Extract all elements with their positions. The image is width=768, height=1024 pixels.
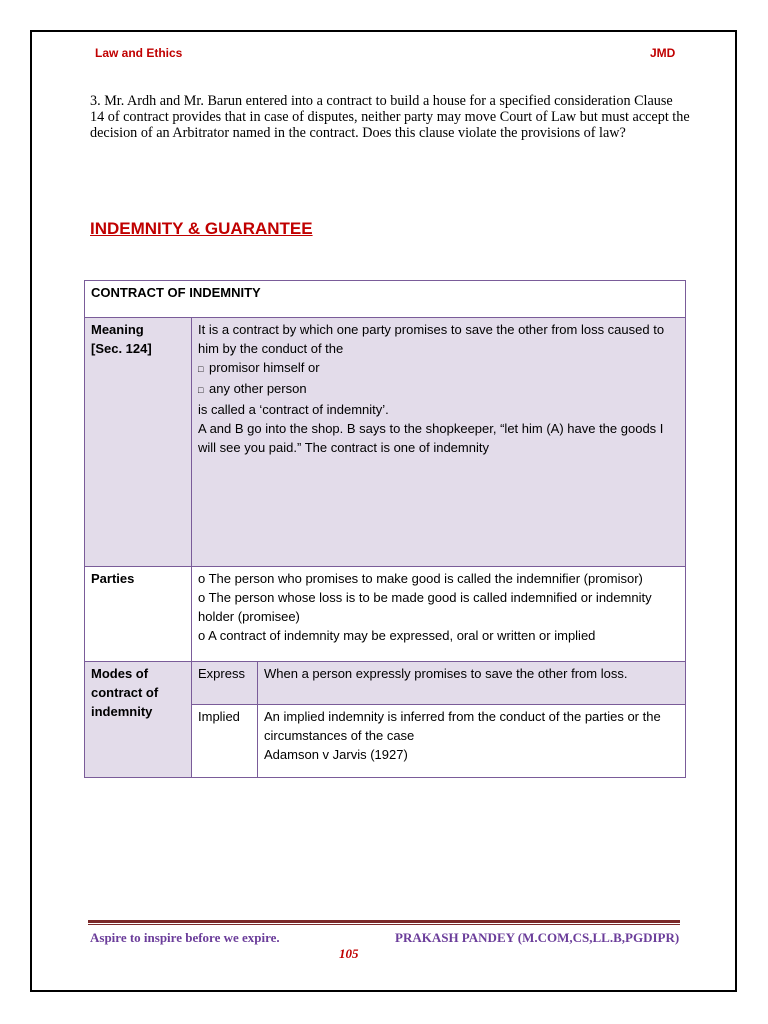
table-heading: CONTRACT OF INDEMNITY — [85, 281, 686, 318]
parties-label: Parties — [85, 567, 192, 662]
meaning-row — [85, 318, 686, 567]
footer-rule — [88, 920, 680, 923]
meaning-bullet-2 — [198, 379, 679, 400]
parties-item-2: o The person whose loss is to be made good is called indemnified or indemnity holder (promisee) — [198, 590, 652, 624]
meaning-bullet-1-text: promisor himself or — [209, 360, 320, 375]
modes-express-row — [85, 662, 686, 705]
modes-label: Modes of contract of indemnity — [85, 662, 192, 778]
page-number: 105 — [339, 946, 359, 961]
implied-label: Implied — [192, 705, 258, 778]
meaning-definition: It is a contract by which one party promises to save the other from loss caused to him by the conduct of the — [198, 322, 665, 356]
checkbox-icon: □ — [198, 364, 204, 374]
parties-content — [192, 567, 686, 662]
implied-content — [258, 705, 686, 778]
meaning-label-line1: Meaning — [91, 322, 144, 337]
parties-item-1: o The person who promises to make good is called the indemnifier (promisor) — [198, 571, 643, 586]
table-heading-row — [85, 281, 686, 318]
meaning-example: A and B go into the shop. B says to the shopkeeper, “let him (A) have the goods I will see you paid.” The contract is one of indemnity — [198, 421, 664, 455]
header-initials: JMD — [650, 46, 676, 60]
express-label: Express — [192, 662, 258, 705]
footer-author: PRAKASH PANDEY (M.COM,CS,LL.B,PGDIPR) — [395, 930, 680, 945]
checkbox-icon: □ — [198, 385, 204, 395]
meaning-label-line2: [Sec. 124] — [91, 341, 152, 356]
meaning-content — [192, 318, 686, 567]
implied-text: An implied indemnity is inferred from the conduct of the parties or the circumstances of the case — [264, 709, 661, 743]
implied-case: Adamson v Jarvis (1927) — [264, 747, 408, 762]
meaning-bullet-2-text: any other person — [209, 381, 307, 396]
header-title: Law and Ethics — [95, 46, 183, 60]
question-text: 3. Mr. Ardh and Mr. Barun entered into a contract to build a house for a specified consideration Clause 14 of contract provides that in case of disputes, neither party may move Court of Law but must accept the decision of an Arbitrator named in the contract. Does this clause violate the provisions of law? — [90, 93, 690, 141]
section-title: INDEMNITY & GUARANTEE — [90, 219, 313, 238]
meaning-label — [85, 318, 192, 567]
meaning-bullet-1 — [198, 358, 679, 379]
footer-motto: Aspire to inspire before we expire. — [90, 930, 280, 945]
footer-rule-thin — [88, 924, 680, 925]
express-text: When a person expressly promises to save the other from loss. — [258, 662, 686, 705]
indemnity-table — [84, 280, 686, 778]
meaning-conclusion: is called a ‘contract of indemnity’. — [198, 402, 389, 417]
parties-row — [85, 567, 686, 662]
parties-item-3: o A contract of indemnity may be expressed, oral or written or implied — [198, 628, 596, 643]
